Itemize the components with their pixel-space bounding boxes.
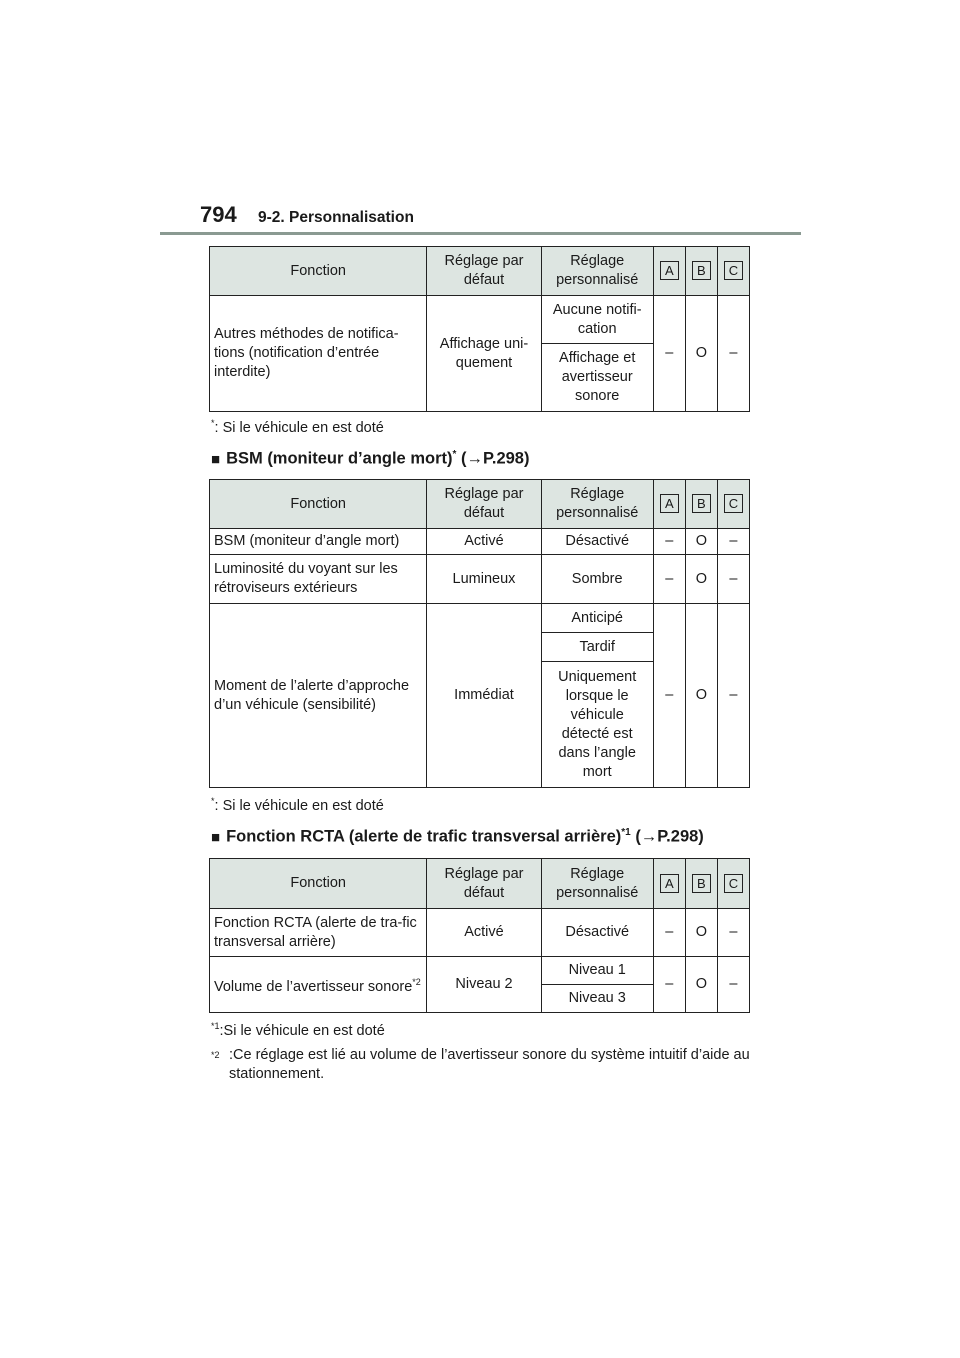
cell-function: Volume de l’avertisseur sonore$^{*2}$ xyxy=(210,957,427,1013)
table-row xyxy=(210,957,750,985)
section-heading-rcta: ■ Fonction RCTA (alerte de trafic transversal arrière)$^{*1}$ (→P.298) xyxy=(211,827,704,846)
col-header-a: A xyxy=(653,859,685,909)
cell-c: – xyxy=(717,909,749,957)
cell-custom: Anticipé xyxy=(541,604,653,633)
cell-a: – xyxy=(653,604,685,788)
col-header-defaut: Réglage par défaut xyxy=(427,859,541,909)
cell-default: Niveau 2 xyxy=(427,957,541,1013)
col-header-perso: Réglage personnalisé xyxy=(541,859,653,909)
cell-a: – xyxy=(653,555,685,604)
page-number: 794 xyxy=(200,202,237,227)
page-reference: (→P.298) xyxy=(635,827,704,846)
cell-custom: Désactivé xyxy=(541,909,653,957)
cell-b: O xyxy=(685,529,717,555)
col-header-fonction: Fonction xyxy=(210,859,427,909)
header-divider xyxy=(160,232,801,235)
col-header-perso: Réglage personnalisé xyxy=(541,247,653,296)
col-header-defaut: Réglage par défaut xyxy=(427,247,541,296)
cell-default: Activé xyxy=(427,909,541,957)
col-header-b: B xyxy=(685,247,717,296)
cell-a: – xyxy=(653,529,685,555)
footnote: $^{*2}$ :Ce réglage est lié au volume de l’avertisseur sonore du système intuitif d’aide au stationnement. xyxy=(211,1047,750,1082)
section-heading-bsm: ■ BSM (moniteur d’angle mort)* (→P.298) xyxy=(211,449,530,468)
cell-c: – xyxy=(717,529,749,555)
cell-custom: Niveau 3 xyxy=(541,985,653,1013)
cell-b: O xyxy=(685,909,717,957)
page-reference: (→P.298) xyxy=(460,449,530,468)
cell-function: Moment de l’alerte d’approche d’un véhicule (sensibilité) xyxy=(210,604,427,788)
col-header-fonction: Fonction xyxy=(210,247,427,296)
cell-custom: Niveau 1 xyxy=(541,957,653,985)
cell-b: O xyxy=(685,957,717,1013)
col-header-b: B xyxy=(685,859,717,909)
cell-function: Luminosité du voyant sur les rétroviseurs extérieurs xyxy=(210,555,427,604)
table-rcta xyxy=(209,858,750,1013)
cell-c: – xyxy=(717,555,749,604)
col-header-perso: Réglage personnalisé xyxy=(541,480,653,529)
cell-default: Lumineux xyxy=(427,555,541,604)
cell-function: Autres méthodes de notifica-tions (notification d’entrée interdite) xyxy=(210,296,427,412)
cell-default: Activé xyxy=(427,529,541,555)
col-header-a: A xyxy=(653,480,685,529)
cell-c: – xyxy=(717,296,749,412)
bullet-square-icon: ■ xyxy=(211,828,221,846)
col-header-c: C xyxy=(717,480,749,529)
col-header-defaut: Réglage par défaut xyxy=(427,480,541,529)
col-header-c: C xyxy=(717,859,749,909)
col-header-c: C xyxy=(717,247,749,296)
table-bsm xyxy=(209,479,750,788)
cell-custom: Aucune notifi-cation xyxy=(541,296,653,344)
cell-a: – xyxy=(653,909,685,957)
cell-default: Immédiat xyxy=(427,604,541,788)
cell-default: Affichage uni-quement xyxy=(427,296,541,412)
table-row xyxy=(210,604,750,633)
cell-b: O xyxy=(685,604,717,788)
footnote: *: Si le véhicule en est doté xyxy=(211,796,384,814)
cell-custom: Sombre xyxy=(541,555,653,604)
cell-a: – xyxy=(653,296,685,412)
cell-custom: Désactivé xyxy=(541,529,653,555)
cell-custom: Affichage et avertisseur sonore xyxy=(541,344,653,412)
cell-function: Fonction RCTA (alerte de tra-fic transversal arrière) xyxy=(210,909,427,957)
table-row xyxy=(210,909,750,957)
footnote: *: Si le véhicule en est doté xyxy=(211,418,384,436)
col-header-b: B xyxy=(685,480,717,529)
cell-custom: Tardif xyxy=(541,633,653,662)
bullet-square-icon: ■ xyxy=(211,450,221,468)
footnote: $^{*1}$:Si le véhicule en est doté xyxy=(211,1021,385,1039)
cell-b: O xyxy=(685,296,717,412)
table-row xyxy=(210,529,750,555)
cell-function: BSM (moniteur d’angle mort) xyxy=(210,529,427,555)
cell-b: O xyxy=(685,555,717,604)
table-row xyxy=(210,555,750,604)
section-header: 9-2. Personnalisation xyxy=(258,209,414,226)
cell-a: – xyxy=(653,957,685,1013)
table-other-notifications xyxy=(209,246,750,412)
cell-c: – xyxy=(717,604,749,788)
col-header-fonction: Fonction xyxy=(210,480,427,529)
cell-c: – xyxy=(717,957,749,1013)
col-header-a: A xyxy=(653,247,685,296)
cell-custom: Uniquement lorsque le véhicule détecté est dans l’angle mort xyxy=(541,662,653,788)
